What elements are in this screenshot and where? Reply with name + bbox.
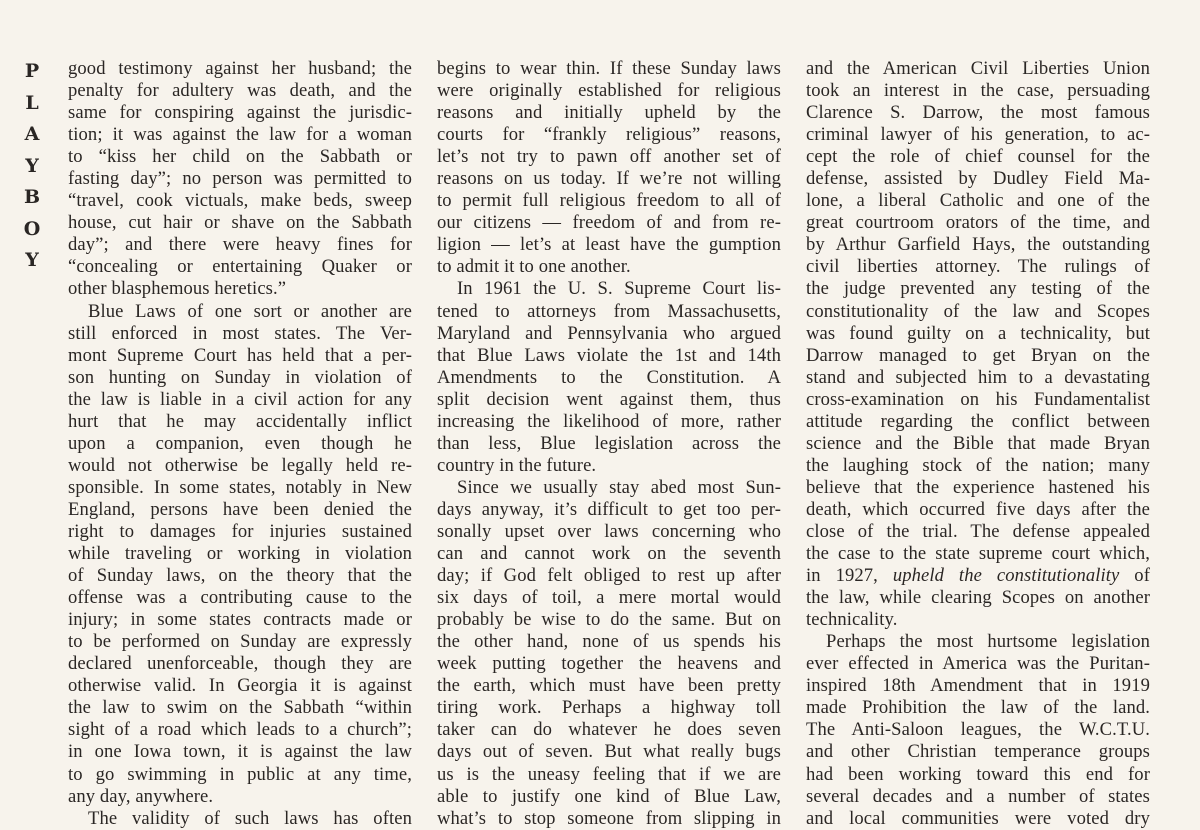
text-line: fasting day”; no person was permitted to [68, 168, 412, 190]
text-line: taker can do whatever he does seven [437, 719, 781, 741]
text-line: days anyway, it’s difficult to get too per- [437, 498, 781, 520]
text-line: days out of seven. But what really bugs [437, 741, 781, 763]
text-line: technicality. [806, 609, 898, 631]
text-line: what’s to stop someone from slipping in [437, 807, 781, 829]
text-line: “concealing or entertaining Quaker or [68, 256, 412, 278]
text-line: the earth, which must have been pretty [437, 675, 781, 697]
text-line: right to damages for injuries sustained [68, 520, 412, 542]
text-line: great courtroom orators of the time, and [806, 212, 1150, 234]
text-line: hurt that he may accidentally inflict [68, 410, 412, 432]
text-line: Clarence S. Darrow, the most famous [806, 102, 1150, 124]
text-line: country in the future. [437, 454, 597, 476]
text-line: science and the Bible that made Bryan [806, 432, 1150, 454]
text-line: reasons on us today. If we’re not willing [437, 168, 781, 190]
text-line: and other Christian temperance groups [806, 741, 1150, 763]
text-line: still enforced in most states. The Ver- [68, 322, 412, 344]
text-line: declared unenforceable, though they are [68, 653, 412, 675]
sidebar-letter: A [24, 123, 40, 145]
text-line: day; if God felt obliged to rest up after [437, 565, 781, 587]
text-line: upon a companion, even though he [68, 432, 412, 454]
sidebar-letter: B [23, 186, 41, 208]
text-line: any day, anywhere. [68, 785, 214, 807]
text-line: England, persons have been denied the [68, 498, 412, 520]
text-line: probably be wise to do the same. But on [437, 609, 781, 631]
text-line: close of the trial. The defense appealed [806, 520, 1150, 542]
sidebar-letter: O [23, 217, 41, 240]
text-line: In 1961 the U. S. Supreme Court lis- [457, 278, 781, 300]
text-line: ligion — let’s at least have the gumption [437, 234, 781, 256]
text-line: to permit full religious freedom to all of [437, 190, 781, 212]
text-line: other blasphemous heretics.” [68, 278, 287, 300]
text-line: the case to the state supreme court which, [806, 543, 1150, 565]
text-line: sight of a road which leads to a church”; [68, 719, 412, 741]
text-line: us is the uneasy feeling that if we are [437, 763, 781, 785]
text-line: took an interest in the case, persuading [806, 80, 1150, 102]
text-line: house, cut hair or shave on the Sabbath [68, 212, 412, 234]
sidebar-letter: Y [25, 249, 39, 271]
text-line: was found guilty on a technicality, but [806, 322, 1150, 344]
text-line: The Anti-Saloon leagues, the W.C.T.U. [806, 719, 1150, 741]
text-line: sponsible. In some states, notably in New [68, 476, 412, 498]
text-line: “travel, cook victuals, make beds, sweep [68, 190, 412, 212]
text-line: begins to wear thin. If these Sunday laws [437, 58, 781, 79]
text-line: Maryland and Pennsylvania who argued [437, 322, 781, 344]
text-line: to admit it to one another. [437, 256, 631, 278]
text-line: believe that the experience hastened his [806, 476, 1150, 498]
text-line: week putting together the heavens and [437, 653, 781, 675]
text-line: by Arthur Garfield Hays, the outstanding [806, 234, 1150, 256]
text-line: inspired 18th Amendment that in 1919 [806, 675, 1150, 697]
text-column-3 [806, 58, 1150, 830]
text-line: Darrow managed to get Bryan on the [806, 344, 1150, 366]
text-line: tiring work. Perhaps a highway toll [437, 697, 781, 719]
sidebar-letter: L [25, 91, 39, 114]
text-line: let’s not try to pawn off another set of [437, 146, 781, 168]
text-line: that Blue Laws violate the 1st and 14th [437, 344, 781, 366]
text-line: courts for “frankly religious” reasons, [437, 124, 781, 146]
text-line: tion; it was against the law for a woman [68, 124, 412, 146]
text-line: constitutionality of the law and Scopes [806, 300, 1150, 322]
text-line: tened to attorneys from Massachusetts, [437, 300, 781, 322]
text-line: of Sunday laws, on the theory that the [68, 565, 412, 587]
magazine-name-vertical [22, 56, 42, 277]
text-line: reasons and initially upheld by the [437, 102, 781, 124]
text-line: otherwise valid. In Georgia it is against [68, 675, 412, 697]
text-line: while traveling or working in violation [68, 543, 412, 565]
text-line: same for conspiring against the jurisdic- [68, 102, 412, 124]
text-line: sonally upset over laws concerning who [437, 520, 781, 542]
text-line: Since we usually stay abed most Sun- [457, 476, 781, 498]
text-line: the law is liable in a civil action for any [68, 388, 412, 410]
text-line: defense, assisted by Dudley Field Ma- [806, 168, 1150, 190]
text-line: and local communities were voted dry [806, 807, 1150, 829]
text-run: in 1927, [806, 565, 893, 587]
text-line: than less, Blue legislation across the [437, 432, 781, 454]
text-line: our citizens — freedom of and from re- [437, 212, 781, 234]
text-line: had been working toward this end for [806, 763, 1150, 785]
text-line: lone, a liberal Catholic and one of the [806, 190, 1150, 212]
text-line: Blue Laws of one sort or another are [88, 300, 412, 322]
text-line [806, 565, 1150, 587]
text-line: to be performed on Sunday are expressly [68, 631, 412, 653]
text-run: of [1119, 565, 1150, 587]
italic-emphasis: upheld the constitutionality [892, 565, 1120, 587]
text-line: able to justify one kind of Blue Law, [437, 785, 781, 807]
text-line: the judge prevented any testing of the [806, 278, 1150, 300]
text-line: made Prohibition the law of the land. [806, 697, 1150, 719]
text-line: increasing the likelihood of more, rather [437, 410, 781, 432]
text-line: mont Supreme Court has held that a per- [68, 344, 412, 366]
text-line: offense was a contributing cause to the [68, 587, 412, 609]
text-line: in one Iowa town, it is against the law [68, 741, 412, 763]
sidebar-letter: Y [25, 154, 39, 177]
text-line: the law to swim on the Sabbath “within [68, 697, 412, 719]
text-line: the law, while clearing Scopes on another [806, 587, 1150, 609]
text-line: ever effected in America was the Puritan- [806, 653, 1150, 675]
text-line: Perhaps the most hurtsome legislation [826, 631, 1150, 653]
text-line: penalty for adultery was death, and the [68, 80, 412, 102]
text-line: injury; in some states contracts made or [68, 609, 412, 631]
text-line: split decision went against them, thus [437, 388, 781, 410]
text-line: criminal lawyer of his generation, to ac- [806, 124, 1150, 146]
text-line: cept the role of chief counsel for the [806, 146, 1150, 168]
text-line: attitude regarding the conflict between [806, 410, 1150, 432]
text-column-2 [437, 58, 781, 830]
text-line: cross-examination on his Fundamentalist [806, 388, 1150, 410]
text-line: to go swimming in public at any time, [68, 763, 412, 785]
text-line: the other hand, none of us spends his [437, 631, 781, 653]
text-line: the laughing stock of the nation; many [806, 454, 1150, 476]
text-line: were originally established for religious [437, 80, 781, 102]
text-line: would not otherwise be legally held re- [68, 454, 412, 476]
text-line: stand and subjected him to a devastating [806, 366, 1150, 388]
text-line: death, which occurred five days after the [806, 498, 1150, 520]
text-line: day”; and there were heavy fines for [68, 234, 412, 256]
text-line: can and cannot work on the seventh [437, 543, 781, 565]
text-line: Amendments to the Constitution. A [437, 366, 781, 388]
text-line: The validity of such laws has often [88, 807, 412, 829]
text-column-1 [68, 58, 412, 830]
text-line: son hunting on Sunday in violation of [68, 366, 412, 388]
text-line: six days of toil, a mere mortal would [437, 587, 781, 609]
text-line: and the American Civil Liberties Union [806, 58, 1150, 79]
text-line: good testimony against her husband; the [68, 58, 412, 79]
text-line: to “kiss her child on the Sabbath or [68, 146, 412, 168]
sidebar-letter: P [24, 60, 40, 82]
text-line: several decades and a number of states [806, 785, 1150, 807]
text-line: civil liberties attorney. The rulings of [806, 256, 1150, 278]
